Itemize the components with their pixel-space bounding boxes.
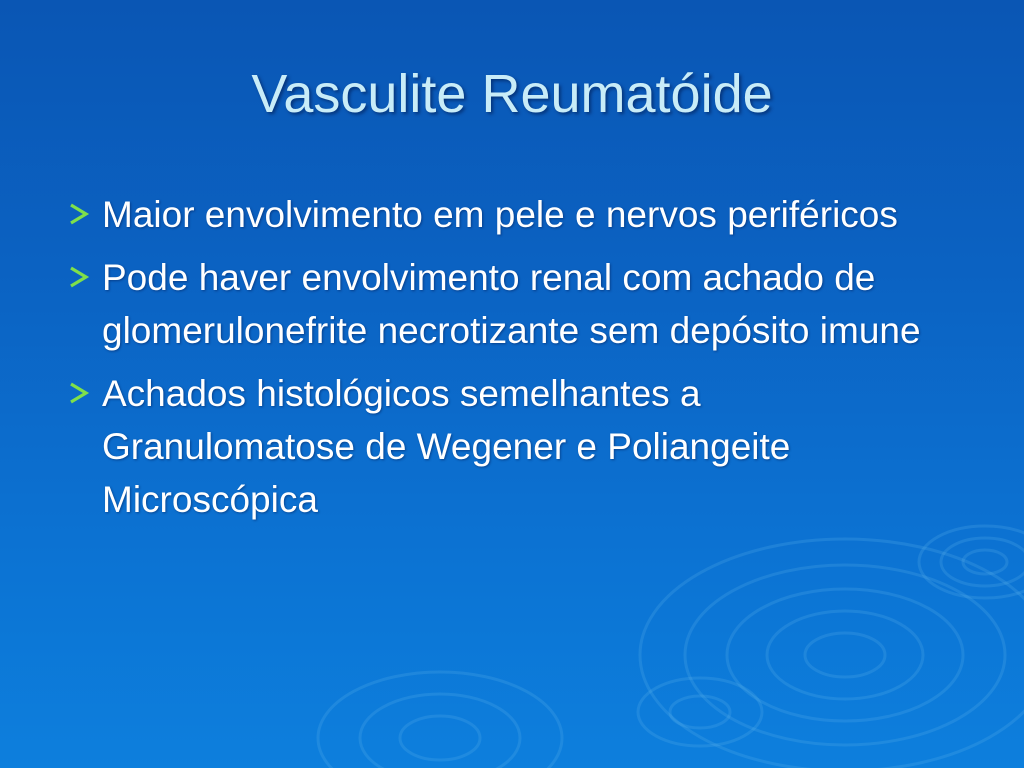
chevron-right-arrow-icon — [68, 265, 90, 289]
bullet-item — [62, 188, 962, 241]
bullet-text: Achados histológicos semelhantes a Granulomatose de Wegener e Poliangeite Microscópica — [102, 373, 791, 520]
slide-title: Vasculite Reumatóide — [251, 64, 773, 124]
bullet-list — [62, 188, 962, 536]
chevron-right-arrow-icon — [68, 202, 90, 226]
bullet-item — [62, 251, 962, 357]
chevron-right-arrow-icon — [68, 381, 90, 405]
bullet-item — [62, 367, 962, 526]
bullet-text: Maior envolvimento em pele e nervos periféricos — [102, 194, 898, 235]
bullet-text: Pode haver envolvimento renal com achado de glomerulonefrite necrotizante sem depósito imune — [102, 257, 921, 351]
